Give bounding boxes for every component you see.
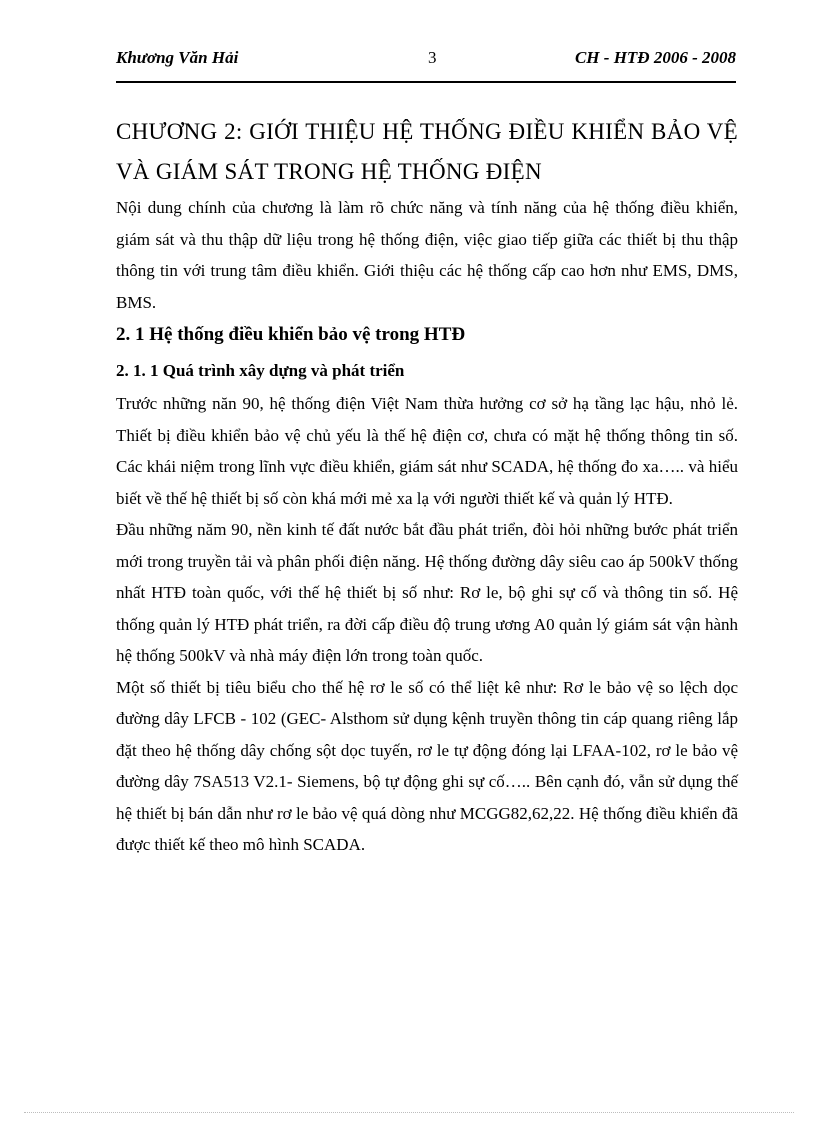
body-paragraph: Một số thiết bị tiêu biểu cho thế hệ rơ le số có thể liệt kê như: Rơ le bảo vệ so lệch dọc đường dây LFCB - 102 (GEC- Alsthom sử dụng kệnh truyền thông tin cáp quang riêng lắp đặt theo hệ thống dây chống sột dọc tuyến, rơ le tự động đóng lại LFAA-102, rơ le bảo vệ đường dây 7SA513 V2.1- Siemens, bộ tự động ghi sự cố….. Bên cạnh đó, vẫn sử dụng thế hệ thiết bị bán dẫn như rơ le bảo vệ quá dòng như MCGG82,62,22. Hệ thống điều khiển đã được thiết kế theo mô hình SCADA. [116,677,738,854]
body-paragraph: Trước những năn 90, hệ thống điện Việt Nam thừa hưởng cơ sở hạ tầng lạc hậu, nhỏ lẻ. Thiết bị điều khiển bảo vệ chủ yếu là thế hệ điện cơ, chưa có mặt hệ thống thông tin số. Các khái niệm trong lĩnh vực điều khiển, giám sát như SCADA, hệ thống đo xa….. và hiểu biết về thế hệ thiết bị số còn khá mới mẻ xa lạ với người thiết kế và quản lý HTĐ. [116,394,738,508]
page-bottom-border [24,1112,794,1113]
body-paragraph: Đầu những năm 90, nền kinh tế đất nước bắt đầu phát triển, đòi hỏi những bước phát triển mới trong truyền tải và phân phối điện năng. Hệ thống đường dây siêu cao áp 500kV thống nhất HTĐ toàn quốc, với thế hệ thiết bị số như: Rơ le, bộ ghi sự cố và thông tin số. Hệ thống quản lý HTĐ phát triển, ra đời cấp điều độ trung ương A0 quản lý giám sát vận hành hệ thống 500kV và nhà máy điện lớn trong toàn quốc. [116,520,738,665]
page-header [116,48,736,74]
header-author: Khương Văn Hải [116,48,239,67]
header-page-number: 3 [428,48,437,67]
page-body [116,112,738,861]
header-course: CH - HTĐ 2006 - 2008 [574,48,736,67]
chapter-title: CHƯƠNG 2: GIỚI THIỆU HỆ THỐNG ĐIỀU KHIỂN BẢO VỆ VÀ GIÁM SÁT TRONG HỆ THỐNG ĐIỆN [116,119,738,184]
subsection-heading: 2. 1. 1 Quá trình xây dựng và phát triển [116,361,405,380]
header-divider [116,81,736,83]
intro-paragraph: Nội dung chính của chương là làm rõ chức năng và tính năng của hệ thống điều khiển, giám sát và thu thập dữ liệu trong hệ thống điện, việc giao tiếp giữa các thiết bị thu thập thông tin với trung tâm điều khiển. Giới thiệu các hệ thống cấp cao hơn như EMS, DMS, BMS. [116,198,738,312]
section-heading: 2. 1 Hệ thống điều khiển bảo vệ trong HTĐ [116,324,466,345]
